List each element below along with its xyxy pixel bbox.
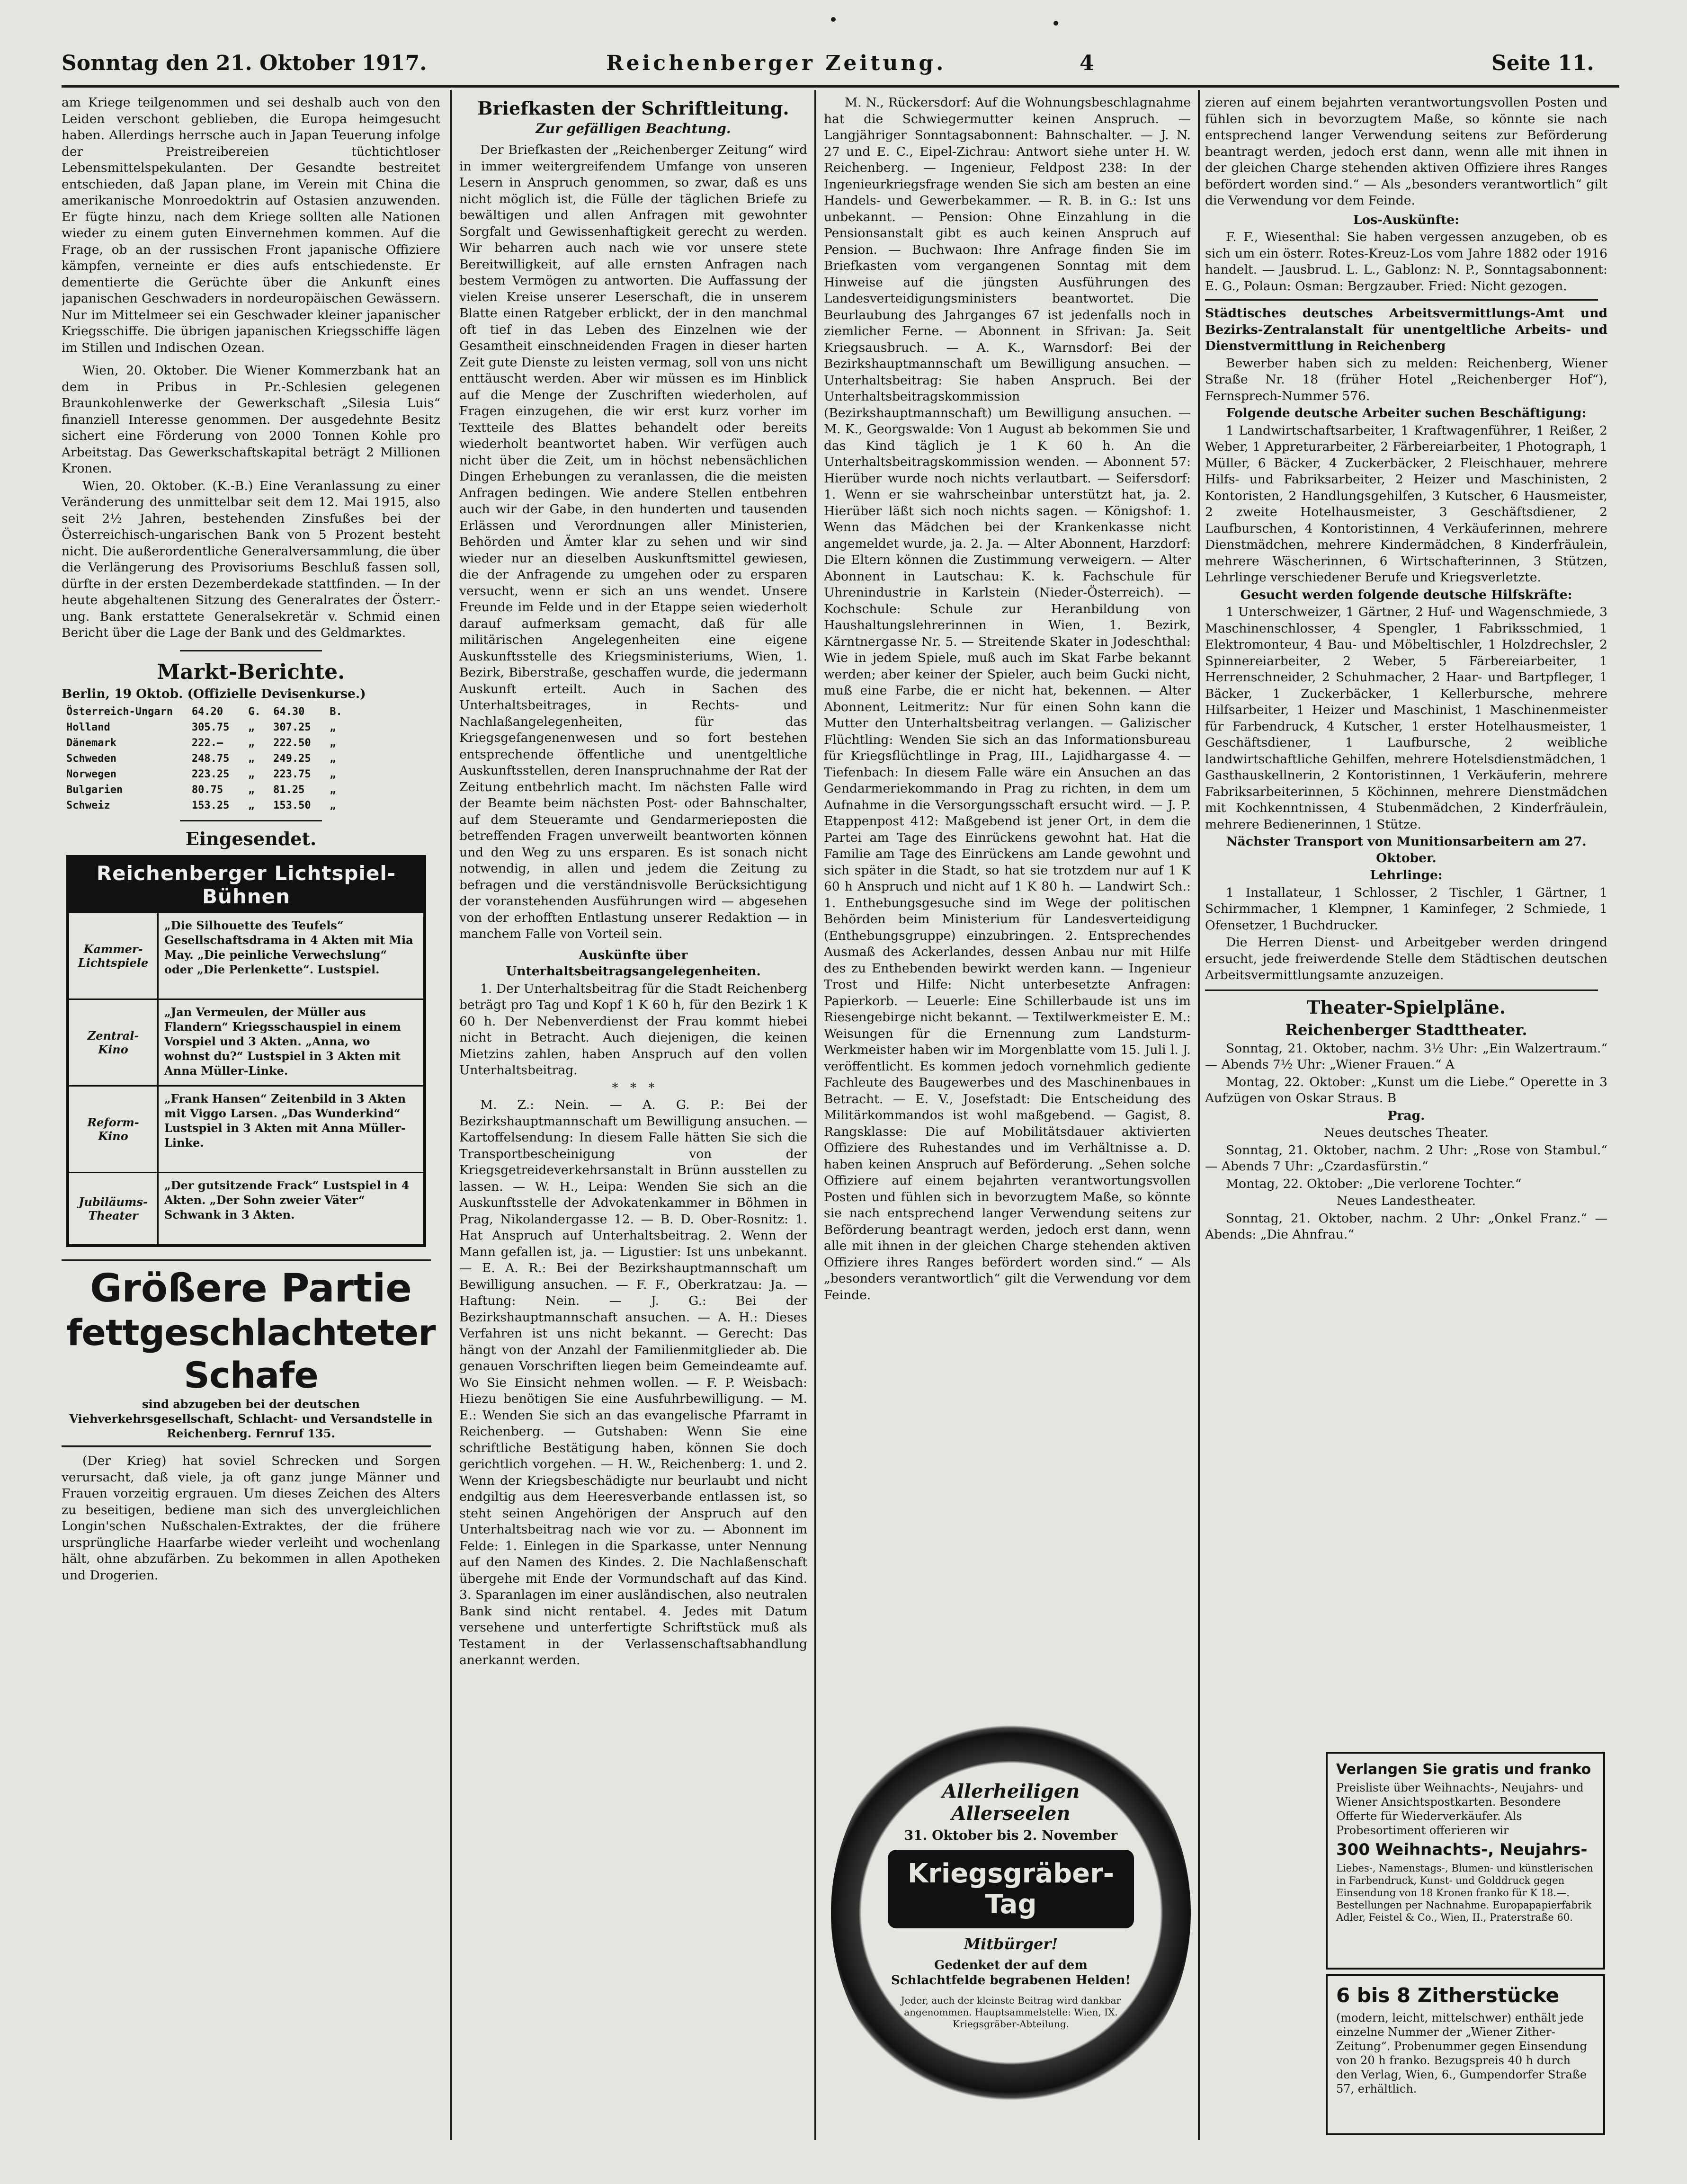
market-title: Markt-Berichte.: [157, 660, 345, 684]
divider: [1205, 989, 1598, 991]
cinema-name: Zentral-Kino: [69, 1000, 159, 1085]
transport-text: Nächster Transport von Munitionsarbeitern am 27. Oktober.: [1226, 834, 1587, 865]
wreath-dates: 31. Oktober bis 2. November: [904, 1827, 1118, 1843]
issue-number: 4: [1080, 51, 1094, 75]
market-row: Österreich-Ungarn 64.20 G. 64.30 B.: [66, 706, 342, 718]
theater-entry: Sonntag, 21. Oktober, nachm. 2 Uhr: „Rose von Stambul.“ — Abends 7 Uhr: „Czardasfürstin.“: [1205, 1142, 1607, 1174]
market-subtitle: Berlin, 19 Oktob. (Offizielle Devisenkurse.): [62, 686, 366, 701]
page-number: Seite 11.: [1491, 51, 1594, 75]
header-rule: [62, 85, 1619, 88]
postcard-ad: [1326, 1752, 1605, 1970]
lehrlinge-text: 1 Installateur, 1 Schlosser, 2 Tischler, 1 Gärtner, 1 Schirmmacher, 1 Klempner, 1 Kaminfeger, 2 Schmiede, 1 Ofensetzer, 1 Buchdrucker.: [1205, 885, 1607, 933]
arbeit-intro: Bewerber haben sich zu melden: Reichenberg, Wiener Straße Nr. 18 (früher Hotel „Reichenberger Hof“), Fernsprech-Nummer 576.: [1205, 356, 1607, 403]
ad-headline: Größere Partie: [90, 1266, 412, 1311]
market-table: [66, 704, 440, 813]
article-japan: am Kriege teilgenommen und sei deshalb auch von den Leiden verschont geblieben, die Europa heimgesucht haben. Allerdings herrsche auch in Japan Teuerung infolge der Preistreibereien tüchtichtloser Lebensmittelspekulanten. Der Gesandte bestreitet entschieden, daß Japan plane, im Verein mit China die amerikanische Monroedoktrin auf Ostasien anzuwenden. Er fügte hinzu, nach dem Kriege sollten alle Nationen wieder zu einem guten Einvernehmen kommen. Auf die Frage, ob an der russischen Front japanische Offiziere kämpfen, verneinte er dies aufs entschiedenste. Er dementierte die Gerüchte über die Ankunft eines japanischen Geschwaders in nordeuropäischen Gewässern. Nur im Mittelmeer sei ein Geschwader kleiner japanischer Kriegsschiffe. Die übrigen japanischen Kriegsschiffe lägen im Stillen und Indischen Ozean.: [62, 95, 440, 355]
cinema-name: Jubiläums-Theater: [69, 1173, 159, 1244]
auskunft-text: 1. Der Unterhaltsbeitrag für die Stadt Reichenberg beträgt pro Tag und Kopf 1 K 60 h, für den Bezirk 1 K 60 h. Der Nebenverdienst der Frau kommt hiebei nicht in Betracht. Auch diejenigen, die keinen Mietzins zahlen, haben Anspruch auf den vollen Unterhaltsbeitrag.: [459, 981, 807, 1078]
divider: [62, 1445, 431, 1447]
briefkasten-answers: M. Z.: Nein. — A. G. P.: Bei der Bezirkshauptmannschaft um Bewilligung ansuchen. — Kartoffelsendung: In diesem Falle hätten Sie sich die Transportbescheinigung von der Kriegsgetreideverkehrsanstalt in Brünn ausstellen zu lassen. — W. H., Leipa: Wenden Sie sich an die Auskunftsstelle der Advokatenkammer in Böhmen in Prag, Nikolandergasse 12. — B. D. Ober-Rosnitz: 1. Hat Anspruch auf Unterhaltsbeitrag. 2. Wenn der Mann gefallen ist, ja. — Ligustier: Ist uns unbekannt. — E. A. R.: Bei der Bezirkshauptmannschaft um Bewilligung ansuchen. — F. F., Oberkratzau: Ja. — Haftung: Nein. — J. G.: Bei der Bezirkshauptmannschaft ansuchen. — A. H.: Dieses Verfahren ist uns nicht bekannt. — Gerecht: Das hängt von der Anzahl der Familienmitglieder ab. Die genauen Vorschriften liegen beim Gemeindeamte auf. Wo Sie Einsicht nehmen wollen. — F. P. Weisbach: Hiezu benötigen Sie eine Ausfuhrbewilligung. — M. E.: Wenden Sie sich an das evangelische Pfarramt in Reichenberg. — Gutshaben: Wenn Sie eine schriftliche Bestätigung haben, können Sie doch gerichtlich vorgehen. — H. W., Reichenberg: 1. und 2. Wenn der Kriegsbeschädigte nur beurlaubt und nicht endgiltig aus dem Heeresverbande entlassen ist, so steht seinen Angehörigen der Anspruch auf den Unterhaltsbeitrag nach wie vor zu. — Abonnent im Felde: 1. Einlegen in die Sparkasse, unter Nennung auf den Namen des Kindes. 2. Die Nachlaßenschaft übergehe mit Ende der Vormundschaft auf das Kind. 3. Sparanlagen im einer ausländischen, also neutralen Bank sind nicht rentabel. 4. Jedes mit Datum versehene und unterfertigte Schriftstück muß als Testament in der Verlassenschaftsabhandlung anerkannt werden.: [459, 1097, 807, 1667]
column-3: [824, 95, 1191, 1695]
market-row: Norwegen 223.25 „ 223.75 „: [66, 768, 336, 780]
ad2-text: (modern, leicht, mittelschwer) enthält jede einzelne Nummer der „Wiener Zither-Zeitung“. Probenummer gegen Einsendung von 20 h franko. Bezugspreis 40 h durch den Verlag, Wien, 6., Gumpendorfer Straße 57, erhältlich.: [1336, 2011, 1587, 2095]
page-header: [62, 51, 1615, 84]
divider: [62, 1259, 431, 1261]
separator-stars: * * *: [612, 1080, 655, 1095]
lehrlinge-note: Die Herren Dienst- und Arbeitgeber werden dringend ersucht, jede freiwerdende Stelle dem Städtischen deutschen Arbeitsvermittlungsamte anzuzeigen.: [1205, 935, 1607, 982]
column-2: [459, 95, 807, 2140]
column-rule: [814, 90, 816, 2140]
ad1-tail: Liebes-, Namenstags-, Blumen- und künstlerischen in Farbendruck, Kunst- und Golddruck gegen Einsendung von 18 Kronen franko für K 18.—. Bestellungen per Nachnahme. Europapapierfabrik Adler, Feistel & Co., Wien, II., Praterstraße 60.: [1336, 1863, 1593, 1923]
auskunft-head: Auskünfte über Unterhaltsbeitragsangelegenheiten.: [506, 947, 761, 979]
ad-headline-2: fettgeschlachteter Schafe: [66, 1311, 436, 1396]
wreath-content: [888, 1780, 1134, 2030]
article-krieg-haar: (Der Krieg) hat soviel Schrecken und Sorgen verursacht, daß viele, ja oft ganz junge Männer und Frauen vorzeitig ergrauen. Um dieses Zeichen des Alters zu beseitigen, bediene man sich des unvergleichlichen Longin'schen Nußschalen-Extraktes, der die frühere ursprüngliche Haarfarbe wieder verleiht und wochenlang hält, ohne abzufärben. Zu bekommen in allen Apotheken und Drogerien.: [62, 1453, 440, 1583]
ad1-big: 300 Weihnachts-, Neujahrs-: [1336, 1840, 1588, 1859]
cinema-listing: [66, 855, 426, 1247]
briefkasten-answers-cont: M. N., Rückersdorf: Auf die Wohnungsbeschlagnahme hat die Schwiegermutter keinen Anspruch. — Langjähriger Sonntagsabonnent: Bahnschalter. — J. N. 27 und E. C., Eipel-Zichrau: Antwort siehe unter H. W. Reichenberg. — Ingenieur, Feldpost 238: In der Ingenieurkriegsfrage wenden Sie sich am besten an eine Handels- und Gewerbekammer. — R. B. in G.: Ist uns unbekannt. — Pension: Ohne Einzahlung in die Pensionsanstalt gibt es auch keinen Anspruch auf Pension. — Buchwaon: Ihre Anfrage finden Sie im Briefkasten vom vergangenen Sonntag mit dem Hinweise auf die jüngsten Ausführungen des Landesverteidigungsministers beantwortet. Die Beurlaubung des Jahrganges 67 ist jedenfalls noch in ziemlicher Ferne. — Abonnent in Sfrivan: Ja. Seit Kriegsausbruch. — A. K., Warnsdorf: Bei der Bezirkshauptmannschaft um Bewilligung ansuchen. — Unterhaltsbeitrag: Sie haben Anspruch. Bei der Unterhaltsbeitragskommission (Bezirkshauptmannschaft) um Bewilligung ansuchen. — M. K., Georgswalde: Von 1 August ab bekommen Sie und das Kind täglich je 1 K 60 h. An die Unterhaltsbeitragskommission wenden. — Abonnent 57: Hierüber wurde noch nichts verlautbart. — Seifersdorf: 1. Wenn er sie wahrscheinbar unterstützt hat, ja. 2. Hierüber läßt sich noch nichts sagen. — Königshof: 1. Wenn das Mädchen bei der Krankenkasse nicht angemeldet wurde, ja. 2. Ja. — Alter Abonnent, Harzdorf: Die Eltern können die Zustimmung verweigern. — Alter Abonnent in Lautschau: K. k. Fachschule für Uhrenindustrie in Karlstein (Nieder-Österreich). — Kochschule: Schule zur Heranbildung von Haushaltungslehrerinnen in Wien, 1. Bezirk, Kärntnergasse Nr. 5. — Streitende Skater in Jodeschthal: Wie in jedem Spiele, muß auch im Skat Farbe bekannt werden; aber keiner der Spieler, auch beim Gucki nicht, muß eine Farbe, die er nicht hat, bekennen. — Alter Abonnent, Leitmeritz: Nur für einen Sohn kann die Mutter den Unterhaltsbeitrag verlangen. — Galizischer Flüchtling: Wenden Sie sich an das Informationsbureau für Kriegsflüchtlinge in Prag, III., Lajidhargasse 4. — Tiefenbach: In diesem Falle wäre ein Ansuchen an das Gendarmeriekommando in Prag zu richten, in dem um Aufnahme in die Versorgungsschaft ersucht wird. — J. P. Etappenpost 412: Maßgebend ist jener Ort, in dem die Partei am Tage des Einrückens gewohnt hat. Hat die Familie am Tage des Einrückens am Lande gewohnt und sich später in die Stadt, so hat sie trotzdem nur auf 1 K 60 h Anspruch und nicht auf 1 K 80 h. — Landwirt Sch.: 1. Enthebungsgesuche sind im Wege der politischen Behörden beim Ministerium für Landesverteidigung (Enthebungsgruppe) einzubringen. 2. Entsprechendes Ausmaß des Ackerlandes, dessen Anbau nur mit Hilfe des zu Enthebenden bewirkt werden kann. — Ingenieur Trost und Hilfe: Nicht unterbesetzte Anfragen: Papierkorb. — Leuerle: Eine Schillerbaude ist uns im Riesengebirge nicht bekannt. — Textilwerkmeister E. M.: Weisungen für die Ernennung zum Landsturm-Werkmeister haben wir im Morgenblatte vom 15. Juli l. J. veröffentlicht. Es kommen jedoch vornehmlich gediente Fachleute des Baugewerbes und des Maschinenbaues in Betracht. — E. V., Josefstadt: Die Entscheidung des Militärkommandos ist wohl maßgebend. — Gagist, 8. Rangsklasse: Die auf Mobilitätsdauer aktivierten Offiziere des Ruhestandes und im Verhältnisse a. D. haben keinen Anspruch auf Beförderung. „Sehen solche Offiziere auf einem bejahrten verantwortungsvollen Posten und fühlen sich in bevorzugtem Maße, so könnte sie nach entsprechend langer Verwendung seitens zur Beförderung beantragt werden, jedoch erst dann, wenn alle mit ihnen in der gleichen Charge stehenden aktiven Offiziere ihres Ranges befördert worden sind.“ — Als „besonders verantwortlich“ gilt die Verwendung vor dem Feinde.: [824, 95, 1191, 1302]
wreath-line1: Allerheiligen: [942, 1780, 1080, 1802]
gesucht1-text: 1 Landwirtschaftsarbeiter, 1 Kraftwagenführer, 1 Reißer, 2 Weber, 1 Appreturarbeiter, 2 Färbereiarbeiter, 1 Photograph, 1 Müller, 6 Bäcker, 4 Zuckerbäcker, 2 Fleischhauer, mehrere Hilfs- und Fabriksarbeiter, 2 Heizer und Maschinisten, 2 Kontoristen, 2 Handlungsgehilfen, 3 Kutscher, 6 Hausmeister, 2 zweite Hotelhausmeister, 3 Geschäftsdiener, 2 Laufburschen, 4 Kontoristinnen, 4 Verkäuferinnen, mehrere Dienstmädchen, mehrere Kindermädchen, 8 Kinderfräulein, mehrere Wäscherinnen, 6 Wirtschafterinnen, 3 Stützen, Lehrlinge verschiedener Berufe und Kriegsverletzte.: [1205, 423, 1607, 585]
theater-entry: Sonntag, 21. Oktober, nachm. 3½ Uhr: „Ein Walzertraum.“ — Abends 7½ Uhr: „Wiener Frauen.“ A: [1205, 1041, 1607, 1072]
article-wien-kommerzbank: Wien, 20. Oktober. Die Wiener Kommerzbank hat an dem in Pribus in Pr.-Schlesien gelegenen Braunkohlenwerke der Gewerkschaft „Silesia Luis“ finanziell Interesse genommen. Der ausgedehnte Besitz sichert eine Förderung von 2000 Tonnen Kohle pro Arbeitstag. Das Gewerkschaftskapital beträgt 2 Millionen Kronen.: [62, 363, 440, 476]
market-row: Schweden 248.75 „ 249.25 „: [66, 753, 336, 765]
theater-entry: Montag, 22. Oktober: „Die verlorene Tochter.“: [1226, 1176, 1522, 1191]
decor-dot: [1053, 21, 1058, 26]
market-row: Dänemark 222.— „ 222.50 „: [66, 737, 336, 749]
decor-dot: [831, 17, 836, 22]
arbeit-head: Städtisches deutsches Arbeitsvermittlungs-Amt und Bezirks-Zentralanstalt für unentgeltliche Arbeits- und Dienstvermittlung in Reichenberg: [1205, 306, 1607, 353]
cinema-program: „Die Silhouette des Teufels“ Gesellschaftsdrama in 4 Akten mit Mia May. „Die peinliche Verwechslung“ oder „Die Perlenkette“. Lustspiel.: [164, 918, 413, 976]
market-row: Schweiz 153.25 „ 153.50 „: [66, 800, 336, 811]
divider: [1205, 299, 1598, 301]
article-wien-zinsfuss: Wien, 20. Oktober. (K.-B.) Eine Veranlassung zu einer Veränderung des unmittelbar seit dem 12. Mai 1915, also seit 2½ Jahren, bestehenden Zinsfußes bei der Österreichisch-ungarischen Bank von 5 Prozent besteht nicht. Die außerordentliche Generalversammlung, die über die Verlängerung des Provisoriums Beschluß fassen soll, dürfte in der ersten Dezemberdekade stattfinden. — In der heute abgehaltenen Sitzung des Generalrates der Österr.-ung. Bank erstattete Generalsekretär v. Schmid einen Bericht über die Lage der Bank und des Geldmarktes.: [62, 478, 440, 640]
theater-title: Theater-Spielpläne.: [1307, 996, 1506, 1018]
briefkasten-answers-end: zieren auf einem bejahrten verantwortungsvollen Posten und fühlen sich in bevorzugtem Maße, so könnte sie nach entsprechend langer Verwendung seitens zur Beförderung beantragt werden, jedoch erst dann, wenn alle mit ihnen in der gleichen Charge stehenden aktiven Offiziere ihres Ranges befördert worden sind.“ — Als „besonders verantwortlich“ gilt die Verwendung vor dem Feinde.: [1205, 95, 1607, 208]
gesucht2-head: Gesucht werden folgende deutsche Hilfskräfte:: [1240, 587, 1572, 602]
market-row: Holland 305.75 „ 307.25 „: [66, 722, 336, 733]
theater-entry: Montag, 22. Oktober: „Kunst um die Liebe.“ Operette in 3 Aufzügen von Oskar Straus. B: [1205, 1074, 1607, 1105]
header-date: Sonntag den 21. Oktober 1917.: [62, 51, 427, 75]
los-head: Los-Auskünfte:: [1353, 212, 1460, 227]
cinema-name: Reform-Kino: [69, 1087, 159, 1172]
cinema-row: [69, 1172, 423, 1244]
eingesendet-title: Eingesendet.: [185, 828, 317, 849]
divider: [180, 820, 322, 821]
cinema-row: [69, 912, 423, 998]
cinema-program: „Frank Hansen“ Zeitenbild in 3 Akten mit Viggo Larsen. „Das Wunderkind“ Lustspiel in 3 Akten mit Anna Müller-Linke.: [164, 1092, 406, 1150]
ad1-head: Verlangen Sie gratis und franko: [1336, 1761, 1591, 1778]
lehrlinge-head: Lehrlinge:: [1370, 868, 1443, 883]
prag-head: Prag.: [1387, 1108, 1425, 1123]
cinema-title: Reichenberger Lichtspiel-Bühnen: [69, 858, 423, 912]
kriegsgraeber-ad: [821, 1704, 1200, 2131]
newspaper-title: Reichenberger Zeitung.: [606, 51, 946, 75]
wreath-small: Jeder, auch der kleinste Beitrag wird dankbar angenommen. Hauptsammelstelle: Wien, IX. Kriegsgräber-Abteilung.: [901, 1995, 1121, 2030]
ad1-text: Preisliste über Weihnachts-, Neujahrs- und Wiener Ansichtspostkarten. Besondere Offerte für Wiederverkäufer. Als Probesortiment offerieren wir: [1336, 1781, 1584, 1837]
briefkasten-intro: Der Briefkasten der „Reichenberger Zeitung“ wird in immer weitergreifendem Umfange von unseren Lesern in Anspruch genommen, so zwar, daß es uns nicht möglich ist, die Fülle der täglichen Briefe zu bewältigen und allen Anfragen mit gewohnter Sorgfalt und Gewissenhaftigkeit gerecht zu werden. Wir beharren auch nach wie vor unsere stete Bereitwilligkeit, auf alle ernsten Anfragen nach bestem Vermögen zu antworten. Die Auffassung der vielen Kreise unserer Leserschaft, die in unserem Blatte einen Ratgeber erblickt, der in den manchmal oft tief in das Leben des Einzelnen wie der Gesamtheit einschneidenden Fragen in dieser harten Zeit gute Dienste zu leisten vermag, soll von uns nicht enttäuscht werden. Aber wir müssen es im Hinblick auf die Menge der Zuschriften wiederholen, auf Fragen einzugehen, die wir erst kurz vorher im Textteile des Blattes behandelt oder bereits wiederholt beantwortet haben. Wir verfügen auch nicht über die Zeit, um in höchst nebensächlichen Dingen Erhebungen zu veranlassen, die die meisten Anfragen bedingen. Wie andere Stellen entbehren auch wir der Gabe, in den hunderten und tausenden Erlässen und Verordnungen aller Ministerien, Behörden und Ämter klar zu sehen und wir sind wieder nur an dieselben Auskunftsmittel gewiesen, die der Anfragende zu umgehen oder zu ersparen versucht, wenn er sich an uns wendet. Unsere Freunde im Felde und in der Etappe seien wiederholt darauf aufmerksam gemacht, daß für alle militärischen Angelegenheiten eine eigene Auskunftsstelle des Kriegsministeriums, Wien, 1. Bezirk, Biberstraße, geschaffen wurde, die jedermann Auskunft erteilt. Auch in Sachen des Unterhaltsbeitrages, in Rechts- und Nachlaßangelegenheiten, für das Kriegsgefangenenwesen und so fort bestehen entsprechende öffentliche und unentgeltliche Auskunftsstellen, deren Inanspruchnahme der Rat der Zeitung entbehrlich macht. Im nächsten Falle wird der Beamte beim nächsten Post- oder Bahnschalter, auf dem Steueramte und Gendarmerieposten die betreffenden Fragen unverweilt beantworten können und den Weg zu uns ersparen. Es ist sonach nicht notwendig, in allen und jedem die Zeitung zu befragen und die verständnisvolle Berücksichtigung der voranstehenden Ausführungen wird — abgesehen von der erhofften Entlastung unserer Redaktion — in manchem Falle von Vorteil sein.: [459, 143, 807, 941]
wreath-mitbuerger: Mitbürger!: [964, 1935, 1058, 1953]
gesucht2-text: 1 Unterschweizer, 1 Gärtner, 2 Huf- und Wagenschmiede, 3 Maschinenschlosser, 4 Spengler, 1 Fabriksschmied, 1 Elektromonteur, 4 Bau- und Möbeltischler, 1 Holzdrechsler, 2 Spinnereiarbeiter, 2 Weber, 5 Färbereiarbeiter, 1 Herrenschneider, 2 Schuhmacher, 2 Haar- und Bartpfleger, 1 Bäcker, 1 Zuckerbäcker, 1 Kellerbursche, mehrere Hilfsarbeiter, 1 Heizer und Maschinist, 1 Maschinenmeister für Farbendruck, 4 Kutscher, 1 erster Hotelhausmeister, 1 Geschäftsdiener, 1 Laufbursche, 2 weibliche landwirtschaftliche Gehilfen, mehrere Hotelsdienstmädchen, 1 Gasthauskellnerin, 2 Kontoristinnen, 1 Verkäuferin, mehrere Fabriksarbeiterinnen, 5 Köchinnen, mehrere Dienstmädchen mit Kochkenntnissen, 4 Stubenmädchen, 2 Kinderfräulein, mehrere Bedienerinnen, 1 Stütze.: [1205, 605, 1607, 832]
column-rule: [450, 90, 452, 2140]
los-text: F. F., Wiesenthal: Sie haben vergessen anzugeben, ob es sich um ein österr. Rotes-Kreuz-Los vom Jahre 1882 oder 1916 handelt. — Jausbrud. L. L., Gablonz: N. P., Sonntagsabonnent: E. G., Polaun: Osman: Bergzauber. Fried: Nicht gezogen.: [1205, 230, 1607, 294]
landes-theater-name: Neues Landestheater.: [1336, 1194, 1476, 1208]
ad2-big: 6 bis 8 Zitherstücke: [1336, 1984, 1559, 2007]
cinema-program: „Der gutsitzende Frack“ Lustspiel in 4 Akten. „Der Sohn zweier Väter“ Schwank in 3 Akten.: [164, 1178, 410, 1221]
column-1: [62, 95, 440, 2140]
cinema-name: Kammer-Lichtspiele: [69, 913, 159, 998]
gesucht1-head: Folgende deutsche Arbeiter suchen Beschäftigung:: [1226, 406, 1587, 420]
theater-entry: Sonntag, 21. Oktober, nachm. 2 Uhr: „Onkel Franz.“ — Abends: „Die Ahnfrau.“: [1205, 1211, 1607, 1242]
prag-theater-name: Neues deutsches Theater.: [1324, 1125, 1489, 1140]
cinema-program: „Jan Vermeulen, der Müller aus Flandern“ Kriegsschauspiel in einem Vorspiel und 3 Akten. „Anna, wo wohnst du?“ Lustspiel in 3 Akten mit Anna Müller-Linke.: [164, 1005, 401, 1078]
schafe-ad: [62, 1266, 440, 1441]
ad-body: sind abzugeben bei der deutschen Viehverkehrsgesellschaft, Schlacht- und Versandstelle in Reichenberg. Fernruf 135.: [69, 1397, 433, 1440]
zither-ad: [1326, 1974, 1605, 2135]
theater-subtitle: Reichenberger Stadttheater.: [1285, 1020, 1527, 1039]
cinema-row: [69, 1085, 423, 1172]
wreath-line2: Allerseelen: [951, 1802, 1071, 1825]
briefkasten-subtitle: Zur gefälligen Beachtung.: [536, 121, 731, 136]
wreath-text: Gedenket der auf dem Schlachtfelde begrabenen Helden!: [891, 1958, 1131, 1988]
divider: [180, 650, 322, 651]
cinema-row: [69, 998, 423, 1085]
briefkasten-title: Briefkasten der Schriftleitung.: [477, 98, 789, 119]
wreath-main: Kriegsgräber-Tag: [888, 1850, 1134, 1928]
market-row: Bulgarien 80.75 „ 81.25 „: [66, 784, 336, 796]
